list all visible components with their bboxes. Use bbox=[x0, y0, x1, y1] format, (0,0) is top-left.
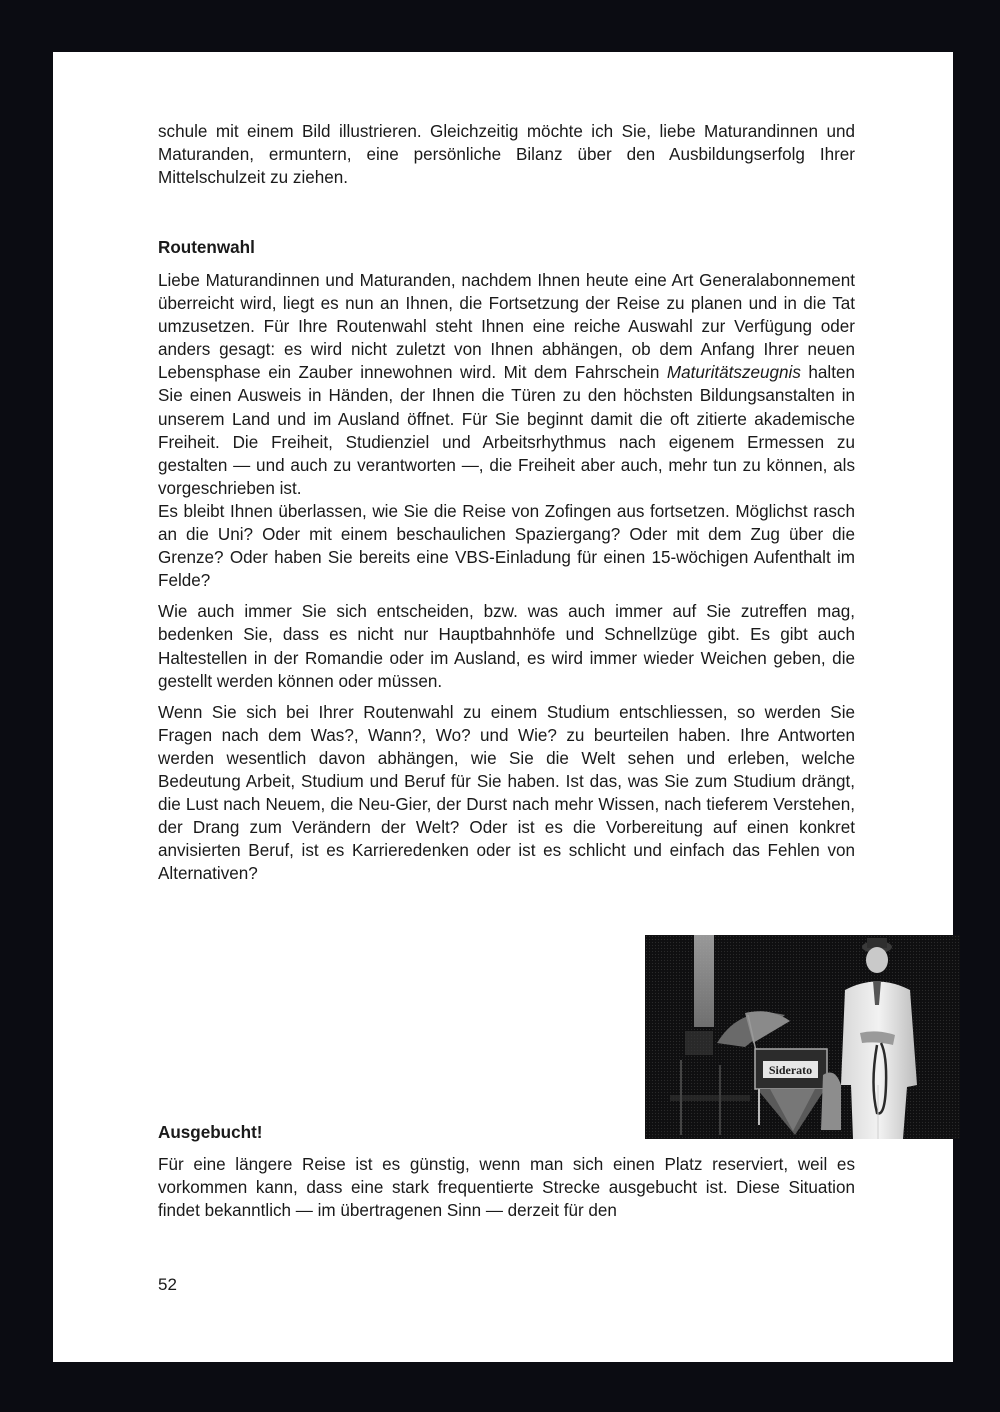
intro-paragraph: schule mit einem Bild illustrieren. Gleichzeitig möchte ich Sie, liebe Maturandinnen und Maturanden, ermuntern, eine persönliche Bilanz über den Ausbildungserfolg Ihrer Mittelschulzeit zu ziehen. bbox=[158, 122, 855, 188]
paragraph-ausgebucht-1: Für eine längere Reise ist es günstig, wenn man sich einen Platz reserviert, weil es vorkommen kann, dass eine stark frequentierte Strecke ausgebucht ist. Diese Situation findet bekanntlich — im übertragenen Sinn — derzeit für den bbox=[158, 1155, 855, 1221]
photo-sign-text: Siderato bbox=[768, 1063, 813, 1077]
paragraph-routenwahl-2: Es bleibt Ihnen überlassen, wie Sie die Reise von Zofingen aus fortsetzen. Möglichst rasch an die Uni? Oder mit einem beschaulichen Spaziergang? Oder mit dem Zug über die Grenze? Oder haben Sie bereits eine VBS-Einladung für einen 15-wöchigen Aufenthalt im Felde? bbox=[158, 501, 855, 591]
paragraph-routenwahl-1 bbox=[158, 269, 855, 500]
photo-illustration bbox=[645, 935, 960, 1139]
paragraph-text: halten Sie einen Ausweis in Händen, der Ihnen die Türen zu den höchsten Bildungsanstalten in unserem Land und im Ausland öffnet. Für Sie beginnt damit die oft zitierte akademische Freiheit. Die Freiheit, Studienziel und Arbeitsrhythmus nach eigenem Ermessen zu gestalten — und auch zu verantworten —, die Freiheit aber auch, mehr tun zu können, als vorgeschrieben ist. bbox=[158, 363, 855, 498]
paragraph-text: Liebe Maturandinnen und Maturanden, nachdem Ihnen heute eine Art Generalabonnement überreicht wird, liegt es nun an Ihnen, die Fortsetzung der Reise zu planen und in die Tat umzusetzen. Für Ihre Routenwahl steht Ihnen eine reiche Auswahl zur Verfügung oder anders gesagt: es wird nicht zuletzt von Ihnen abhängen, ob dem Anfang Ihrer neuen Lebensphase ein Zauber innewohnen wird. Mit dem Fahrschein bbox=[158, 271, 855, 383]
section-heading-routenwahl: Routenwahl bbox=[158, 238, 255, 257]
section-routenwahl-body bbox=[158, 269, 855, 885]
intro-paragraph-block bbox=[158, 120, 855, 189]
section-ausgebucht-body bbox=[158, 1153, 855, 1222]
magician-photo bbox=[645, 935, 960, 1139]
section-heading-ausgebucht: Ausgebucht! bbox=[158, 1123, 263, 1142]
document-page bbox=[53, 52, 953, 1362]
italic-term-maturitaetszeugnis: Maturitätszeugnis bbox=[666, 363, 801, 383]
paragraph-routenwahl-3: Wie auch immer Sie sich entscheiden, bzw. was auch immer auf Sie zutreffen mag, bedenken Sie, dass es nicht nur Hauptbahnhöfe und Schnellzüge gibt. Es gibt auch Haltestellen in der Romandie oder im Ausland, es wird immer wieder Weichen geben, die gestellt werden können oder müssen. bbox=[158, 602, 855, 691]
paragraph-routenwahl-4: Wenn Sie sich bei Ihrer Routenwahl zu einem Studium entschliessen, so werden Sie Fragen nach dem Was?, Wann?, Wo? und Wie? zu beurteilen haben. Ihre Antworten werden wesentlich davon abhängen, wie Sie die Welt sehen und erleben, welche Bedeutung Arbeit, Studium und Beruf für Sie haben. Ist das, was Sie zum Studium drängt, die Lust nach Neuem, die Neu-Gier, der Durst nach mehr Wissen, nach tieferem Verstehen, der Drang zum Verändern der Welt? Oder ist es die Vorbereitung auf einen konkret anvisierten Beruf, ist es Karrieredenken oder ist es schlicht und einfach das Fehlen von Alternativen? bbox=[158, 702, 855, 884]
page-number: 52 bbox=[158, 1275, 177, 1294]
